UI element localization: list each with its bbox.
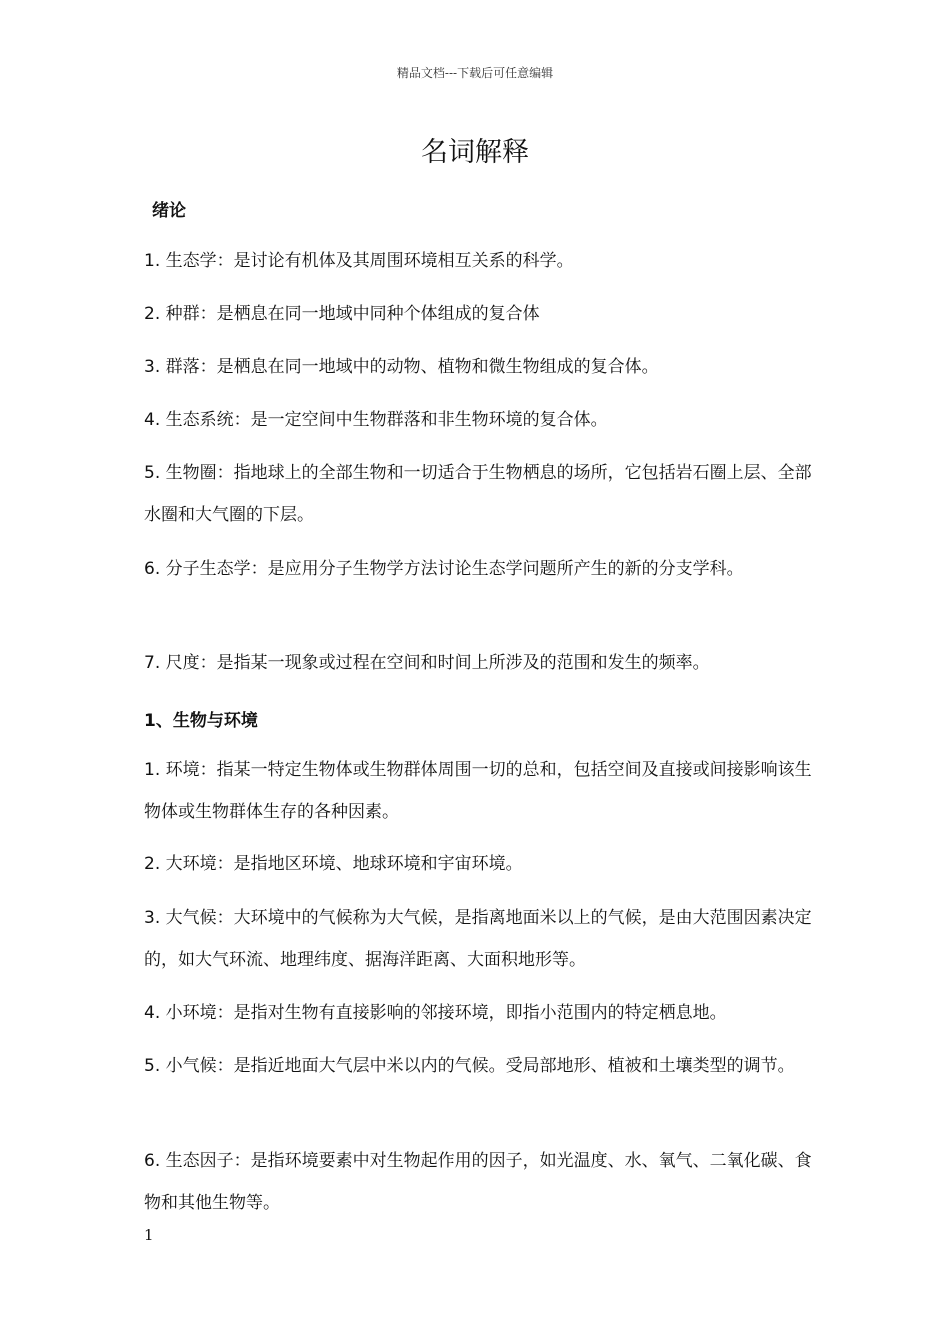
list-item: 6. 分子生态学：是应用分子生物学方法讨论生态学问题所产生的新的分支学科。 bbox=[144, 559, 744, 579]
list-item: 2. 大环境：是指地区环境、地球环境和宇宙环境。 bbox=[144, 854, 523, 874]
list-item: 2. 种群：是栖息在同一地域中同种个体组成的复合体 bbox=[144, 304, 540, 324]
document-title: 名词解释 bbox=[421, 137, 529, 168]
list-item: 7. 尺度：是指某一现象或过程在空间和时间上所涉及的范围和发生的频率。 bbox=[144, 653, 710, 673]
list-item: 5. 小气候：是指近地面大气层中米以内的气候。受局部地形、植被和土壤类型的调节。 bbox=[144, 1056, 795, 1076]
page-header: 精品文档---下载后可任意编辑 bbox=[396, 66, 554, 80]
list-item: 3. 群落：是栖息在同一地域中的动物、植物和微生物组成的复合体。 bbox=[144, 357, 659, 377]
list-item: 1. 环境：指某一特定生物体或生物群体周围一切的总和，包括空间及直接或间接影响该生物体或生物群体生存的各种因素。 bbox=[144, 760, 812, 822]
list-item: 4. 生态系统：是一定空间中生物群落和非生物环境的复合体。 bbox=[144, 410, 608, 430]
list-item: 1. 生态学：是讨论有机体及其周围环境相互关系的科学。 bbox=[144, 251, 574, 271]
list-item: 5. 生物圈：指地球上的全部生物和一切适合于生物栖息的场所，它包括岩石圈上层、全部水圈和大气圈的下层。 bbox=[144, 463, 812, 525]
page-number: 1 bbox=[144, 1226, 154, 1244]
list-item: 3. 大气候：大环境中的气候称为大气候，是指离地面米以上的气候，是由大范围因素决定的，如大气环流、地理纬度、据海洋距离、大面积地形等。 bbox=[144, 908, 812, 970]
section-heading-organism-environment: 1、生物与环境 bbox=[144, 711, 258, 731]
list-item: 4. 小环境：是指对生物有直接影响的邻接环境，即指小范围内的特定栖息地。 bbox=[144, 1003, 727, 1023]
section-heading-intro: 绪论 bbox=[152, 201, 186, 221]
list-item: 6. 生态因子：是指环境要素中对生物起作用的因子，如光温度、水、氧气、二氧化碳、食物和其他生物等。 bbox=[144, 1151, 812, 1213]
